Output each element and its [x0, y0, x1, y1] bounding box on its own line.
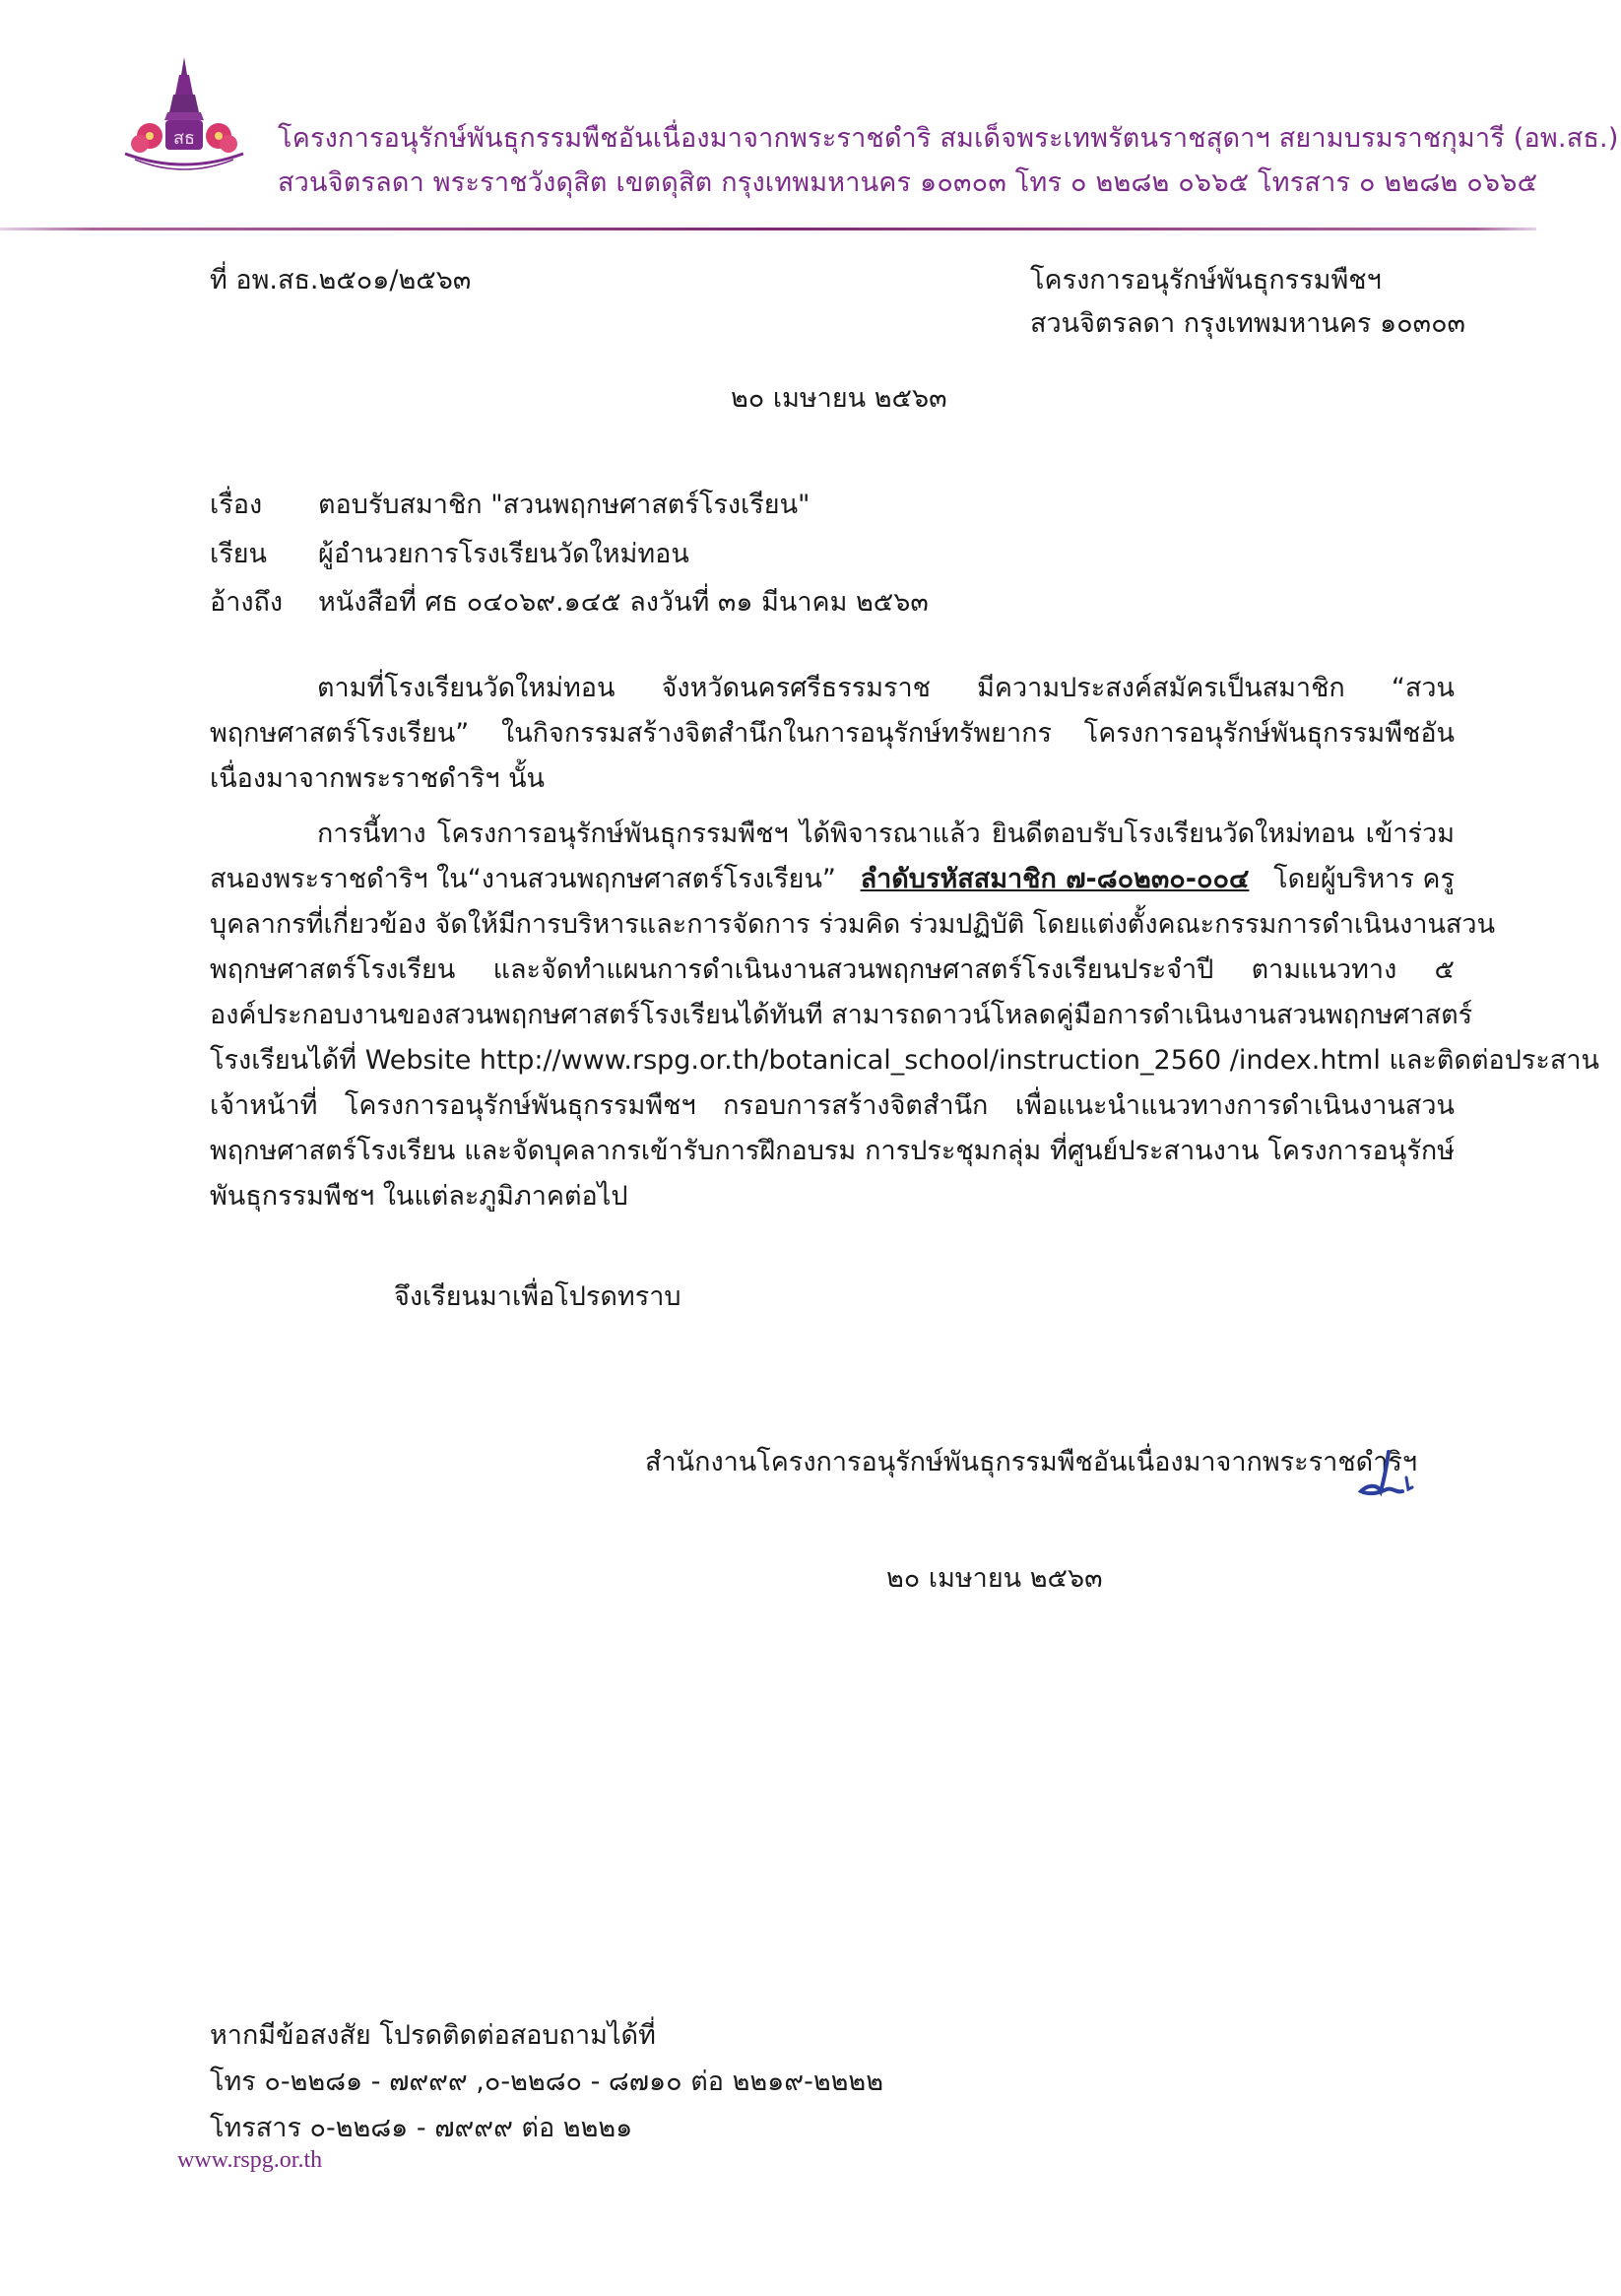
closing-phrase: จึงเรียนมาเพื่อโปรดทราบ: [394, 1281, 681, 1312]
sender-address-line1: โครงการอนุรักษ์พันธุกรรมพืชฯ: [1030, 265, 1382, 295]
contact-intro: หากมีข้อสงสัย โปรดติดต่อสอบถามได้ที่: [210, 2020, 656, 2051]
para2-line1: การนี้ทาง โครงการอนุรักษ์พันธุกรรมพืชฯ ได้พิจารณาแล้ว ยินดีตอบรับโรงเรียนวัดใหม่ทอน เข้าร่วม: [317, 819, 1455, 849]
royal-crown-emblem-icon: [110, 55, 258, 183]
para2-line6: โรงเรียนได้ที่ Website http://www.rspg.or.th/botanical_school/instruction_2560 /index.html และติดต่อประสาน: [210, 1045, 1599, 1076]
para1-line3: เนื่องมาจากพระราชดำริฯ นั้น: [210, 763, 546, 794]
member-code: ลำดับรหัสสมาชิก ๗-๘๐๒๓๐-๐๐๔: [860, 864, 1250, 894]
reference-label: อ้างถึง: [210, 587, 284, 618]
para2-line4: พฤกษศาสตร์โรงเรียน และจัดทำแผนการดำเนินงานสวนพฤกษศาสตร์โรงเรียนประจำปี ตามแนวทาง ๕: [210, 954, 1455, 985]
contact-phone: โทร ๐-๒๒๘๑ - ๗๙๙๙ ,๐-๒๒๘๐ - ๘๗๑๐ ต่อ ๒๒๑๙-๒๒๒๒: [210, 2066, 884, 2097]
footer-website-link[interactable]: www.rspg.or.th: [177, 2147, 323, 2173]
para1-line2: พฤกษศาสตร์โรงเรียน” ในกิจกรรมสร้างจิตสำนึกในการอนุรักษ์ทรัพยากร โครงการอนุรักษ์พันธุกรรมพืชอัน: [210, 718, 1455, 749]
subject-value: ตอบรับสมาชิก "สวนพฤกษศาสตร์โรงเรียน": [318, 490, 810, 520]
para2-line2: [210, 857, 1455, 899]
letterhead-divider: [0, 228, 1536, 230]
handwritten-signature-icon: [1347, 1444, 1426, 1513]
para1-line1: ตามที่โรงเรียนวัดใหม่ทอน จังหวัดนครศรีธรรมราช มีความประสงค์สมัครเป็นสมาชิก “สวน: [317, 673, 1455, 703]
para2-line7: เจ้าหน้าที่ โครงการอนุรักษ์พันธุกรรมพืชฯ กรอบการสร้างจิตสำนึก เพื่อแนะนำแนวทางการดำเนินงานสวน: [210, 1090, 1455, 1121]
subject-label: เรื่อง: [210, 490, 263, 520]
para2-line5: องค์ประกอบงานของสวนพฤกษศาสตร์โรงเรียนได้ทันที สามารถดาวน์โหลดคู่มือการดำเนินงานสวนพฤกษศาสตร์: [210, 1000, 1473, 1030]
para2-line3: บุคลากรที่เกี่ยวข้อง จัดให้มีการบริหารและการจัดการ ร่วมคิด ร่วมปฏิบัติ โดยแต่งตั้งคณะกรรมการดำเนินงานสวน: [210, 909, 1496, 940]
svg-text:สธ: สธ: [173, 128, 195, 149]
recipient-label: เรียน: [210, 539, 268, 569]
reference-value: หนังสือที่ ศธ ๐๔๐๖๙.๑๔๕ ลงวันที่ ๓๑ มีนาคม ๒๕๖๓: [318, 587, 929, 618]
letter-date: ๒๐ เมษายน ๒๕๖๓: [731, 383, 947, 414]
sender-address-line2: สวนจิตรลดา กรุงเทพมหานคร ๑๐๓๐๓: [1030, 308, 1466, 339]
letterhead-project-name: โครงการอนุรักษ์พันธุกรรมพืชอันเนื่องมาจากพระราชดำริ สมเด็จพระเทพรัตนราชสุดาฯ สยามบรมราชกุมารี (อพ.สธ.): [278, 123, 1619, 154]
recipient-value: ผู้อำนวยการโรงเรียนวัดใหม่ทอน: [318, 539, 689, 569]
para2-line9: พันธุกรรมพืชฯ ในแต่ละภูมิภาคต่อไป: [210, 1181, 628, 1212]
letterhead-address: สวนจิตรลดา พระราชวังดุสิต เขตดุสิต กรุงเทพมหานคร ๑๐๓๐๓ โทร ๐ ๒๒๘๒ ๐๖๖๕ โทรสาร ๐ ๒๒๘๒ ๐๖๖๕: [278, 167, 1538, 198]
para2-line2-tail: โดยผู้บริหาร ครู: [1273, 864, 1455, 894]
signature-date: ๒๐ เมษายน ๒๕๖๓: [886, 1563, 1103, 1594]
para2-line2-text: สนองพระราชดำริฯ ใน“งานสวนพฤกษศาสตร์โรงเรียน”: [210, 864, 836, 894]
para2-line8: พฤกษศาสตร์โรงเรียน และจัดบุคลากรเข้ารับการฝึกอบรม การประชุมกลุ่ม ที่ศูนย์ประสานงาน โครงการอนุรักษ์: [210, 1136, 1455, 1166]
signature-office: สำนักงานโครงการอนุรักษ์พันธุกรรมพืชอันเนื่องมาจากพระราชดำริฯ: [645, 1447, 1418, 1477]
reference-number: ที่ อพ.สธ.๒๕๐๑/๒๕๖๓: [210, 265, 472, 295]
contact-fax: โทรสาร ๐-๒๒๘๑ - ๗๙๙๙ ต่อ ๒๒๒๑: [210, 2113, 633, 2143]
